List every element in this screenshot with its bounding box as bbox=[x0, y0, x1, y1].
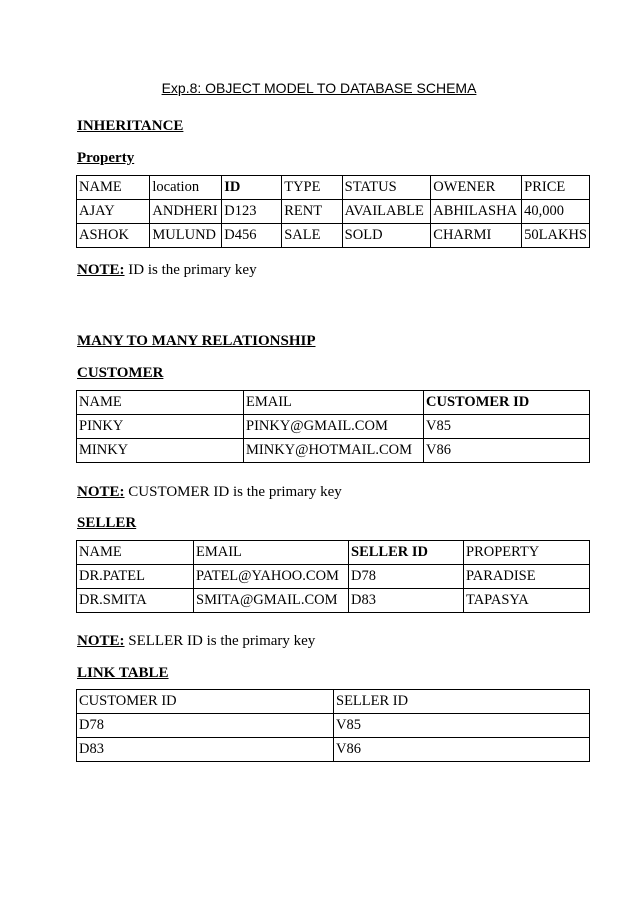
column-header: PROPERTY bbox=[464, 541, 590, 565]
table-row bbox=[77, 200, 590, 224]
table-cell: D83 bbox=[77, 738, 334, 762]
column-header: NAME bbox=[77, 391, 244, 415]
column-header: EMAIL bbox=[194, 541, 349, 565]
table-cell: V86 bbox=[424, 439, 590, 463]
link-table-title: LINK TABLE bbox=[77, 665, 169, 681]
table-header-row bbox=[77, 176, 590, 200]
table-cell: PINKY bbox=[77, 415, 244, 439]
table-cell: CHARMI bbox=[431, 224, 522, 248]
page-title: Exp.8: OBJECT MODEL TO DATABASE SCHEMA bbox=[161, 80, 477, 96]
column-header: SELLER ID bbox=[334, 690, 590, 714]
table-cell: D123 bbox=[222, 200, 282, 224]
property-table bbox=[76, 175, 590, 248]
note-text: ID is the primary key bbox=[124, 262, 257, 278]
column-header: CUSTOMER ID bbox=[77, 690, 334, 714]
table-cell: RENT bbox=[282, 200, 342, 224]
note-label: NOTE: bbox=[77, 484, 125, 500]
table-row bbox=[77, 439, 590, 463]
table-cell: D456 bbox=[222, 224, 282, 248]
note-label: NOTE: bbox=[77, 633, 125, 649]
table-row bbox=[77, 415, 590, 439]
link-table bbox=[76, 689, 590, 762]
column-header: STATUS bbox=[342, 176, 431, 200]
table-cell: PARADISE bbox=[464, 565, 590, 589]
table-cell: AJAY bbox=[77, 200, 150, 224]
table-cell: MULUND bbox=[150, 224, 222, 248]
table-cell: V85 bbox=[334, 714, 590, 738]
table-row bbox=[77, 565, 590, 589]
table-row bbox=[77, 738, 590, 762]
table-cell: 50LAKHS bbox=[522, 224, 590, 248]
column-header: SELLER ID bbox=[349, 541, 464, 565]
table-header-row bbox=[77, 690, 590, 714]
table-cell: TAPASYA bbox=[464, 589, 590, 613]
table-cell: SALE bbox=[282, 224, 342, 248]
table-row bbox=[77, 224, 590, 248]
many-to-many-heading: MANY TO MANY RELATIONSHIP bbox=[77, 333, 316, 349]
seller-table-title: SELLER bbox=[77, 515, 137, 531]
column-header: ID bbox=[222, 176, 282, 200]
table-cell: ABHILASHA bbox=[431, 200, 522, 224]
column-header: PRICE bbox=[522, 176, 590, 200]
column-header: EMAIL bbox=[244, 391, 424, 415]
note-label: NOTE: bbox=[77, 262, 125, 278]
inheritance-heading: INHERITANCE bbox=[77, 118, 184, 134]
table-cell: PINKY@GMAIL.COM bbox=[244, 415, 424, 439]
table-cell: MINKY@HOTMAIL.COM bbox=[244, 439, 424, 463]
table-header-row bbox=[77, 391, 590, 415]
table-cell: V86 bbox=[334, 738, 590, 762]
customer-table-title: CUSTOMER bbox=[77, 365, 164, 381]
table-cell: MINKY bbox=[77, 439, 244, 463]
table-cell: DR.SMITA bbox=[77, 589, 194, 613]
property-table-title: Property bbox=[77, 150, 135, 166]
table-row bbox=[77, 589, 590, 613]
inheritance-note bbox=[77, 262, 257, 279]
table-cell: DR.PATEL bbox=[77, 565, 194, 589]
customer-note bbox=[77, 484, 342, 501]
seller-note bbox=[77, 633, 315, 650]
column-header: TYPE bbox=[282, 176, 342, 200]
note-text: SELLER ID is the primary key bbox=[124, 633, 316, 649]
table-cell: SMITA@GMAIL.COM bbox=[194, 589, 349, 613]
table-cell: D83 bbox=[349, 589, 464, 613]
table-cell: ASHOK bbox=[77, 224, 150, 248]
column-header: CUSTOMER ID bbox=[424, 391, 590, 415]
seller-table bbox=[76, 540, 590, 613]
table-cell: AVAILABLE bbox=[342, 200, 431, 224]
table-cell: D78 bbox=[77, 714, 334, 738]
table-cell: V85 bbox=[424, 415, 590, 439]
table-cell: D78 bbox=[349, 565, 464, 589]
column-header: NAME bbox=[77, 176, 150, 200]
table-cell: PATEL@YAHOO.COM bbox=[194, 565, 349, 589]
column-header: OWENER bbox=[431, 176, 522, 200]
column-header: NAME bbox=[77, 541, 194, 565]
customer-table bbox=[76, 390, 590, 463]
column-header: location bbox=[150, 176, 222, 200]
table-header-row bbox=[77, 541, 590, 565]
table-row bbox=[77, 714, 590, 738]
note-text: CUSTOMER ID is the primary key bbox=[124, 484, 342, 500]
table-cell: SOLD bbox=[342, 224, 431, 248]
table-cell: 40,000 bbox=[522, 200, 590, 224]
table-cell: ANDHERI bbox=[150, 200, 222, 224]
